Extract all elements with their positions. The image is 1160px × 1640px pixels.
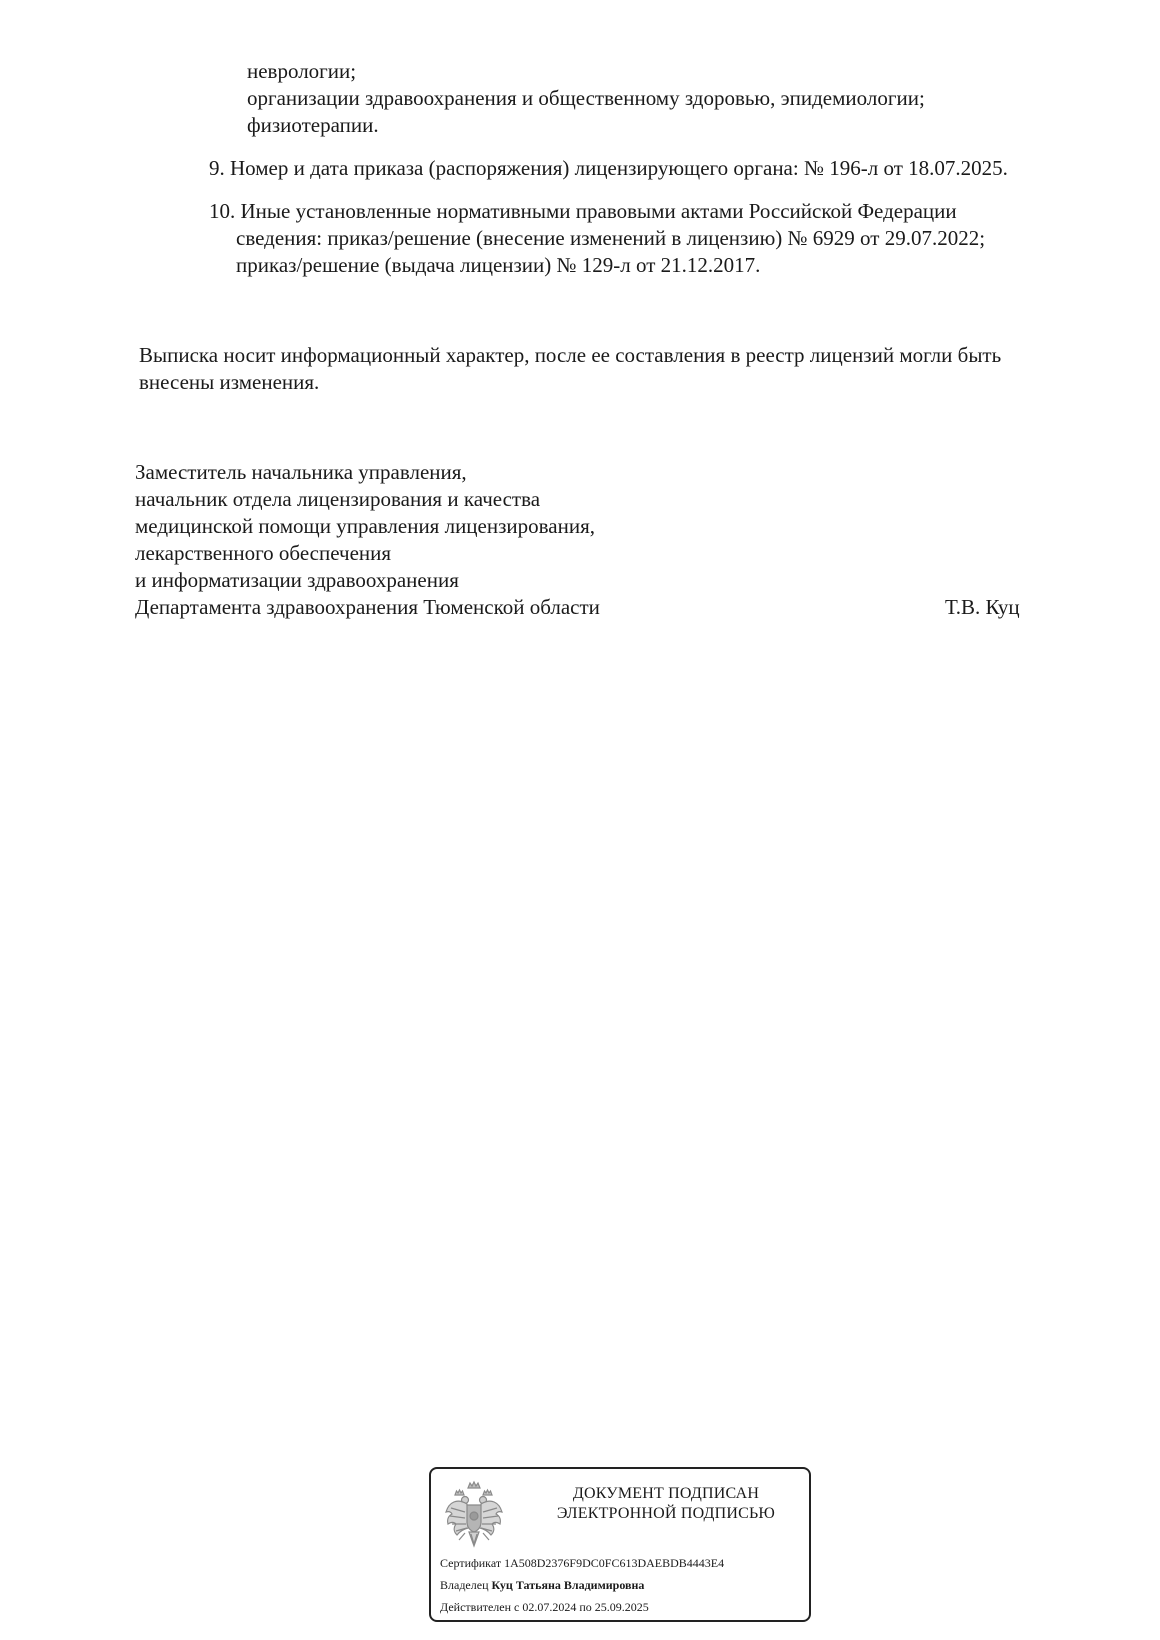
signatory-position-line: начальник отдела лицензирования и качества [135, 487, 541, 511]
owner-value: Куц Татьяна Владимировна [491, 1578, 645, 1592]
specialty-line: физиотерапии. [247, 113, 379, 137]
electronic-signature-stamp [429, 1467, 811, 1622]
stamp-title-line-2: ЭЛЕКТРОННОЙ ПОДПИСЬЮ [556, 1505, 776, 1522]
item-9-order: 9. Номер и дата приказа (распоряжения) лицензирующего органа: № 196-л от 18.07.2025. [209, 156, 1008, 180]
signatory-name: Т.В. Куц [945, 595, 1020, 619]
certificate-value: 1A508D2376F9DC0FC613DAEBDB4443E4 [504, 1556, 725, 1570]
signatory-position-line: Департамента здравоохранения Тюменской области [135, 595, 600, 619]
signatory-position-line: медицинской помощи управления лицензирования, [135, 514, 595, 538]
specialty-line: неврологии; [247, 59, 357, 83]
russian-coat-of-arms-icon [443, 1478, 505, 1552]
notice-line-1: Выписка носит информационный характер, после ее составления в реестр лицензий могли быть [139, 343, 1002, 367]
stamp-validity: Действителен с 02.07.2024 по 25.09.2025 [440, 1600, 649, 1614]
specialty-line: организации здравоохранения и общественному здоровью, эпидемиологии; [247, 86, 925, 110]
signatory-position [135, 459, 600, 621]
item-10-line-2: сведения: приказ/решение (внесение изменений в лицензию) № 6929 от 29.07.2022; [236, 226, 986, 250]
signatory-position-line: Заместитель начальника управления, [135, 460, 467, 484]
stamp-title-line-1: ДОКУМЕНТ ПОДПИСАН [572, 1485, 760, 1502]
notice-line-2: внесены изменения. [139, 370, 320, 394]
signatory-position-line: лекарственного обеспечения [135, 541, 392, 565]
item-10-line-3: приказ/решение (выдача лицензии) № 129-л от 21.12.2017. [236, 253, 761, 277]
certificate-label: Сертификат [440, 1556, 502, 1570]
signatory-position-line: и информатизации здравоохранения [135, 568, 459, 592]
stamp-title [531, 1484, 801, 1524]
stamp-owner [440, 1578, 644, 1593]
item-10-line-1: 10. Иные установленные нормативными правовыми актами Российской Федерации [209, 199, 957, 223]
owner-label: Владелец [440, 1578, 489, 1592]
stamp-certificate [440, 1556, 724, 1571]
